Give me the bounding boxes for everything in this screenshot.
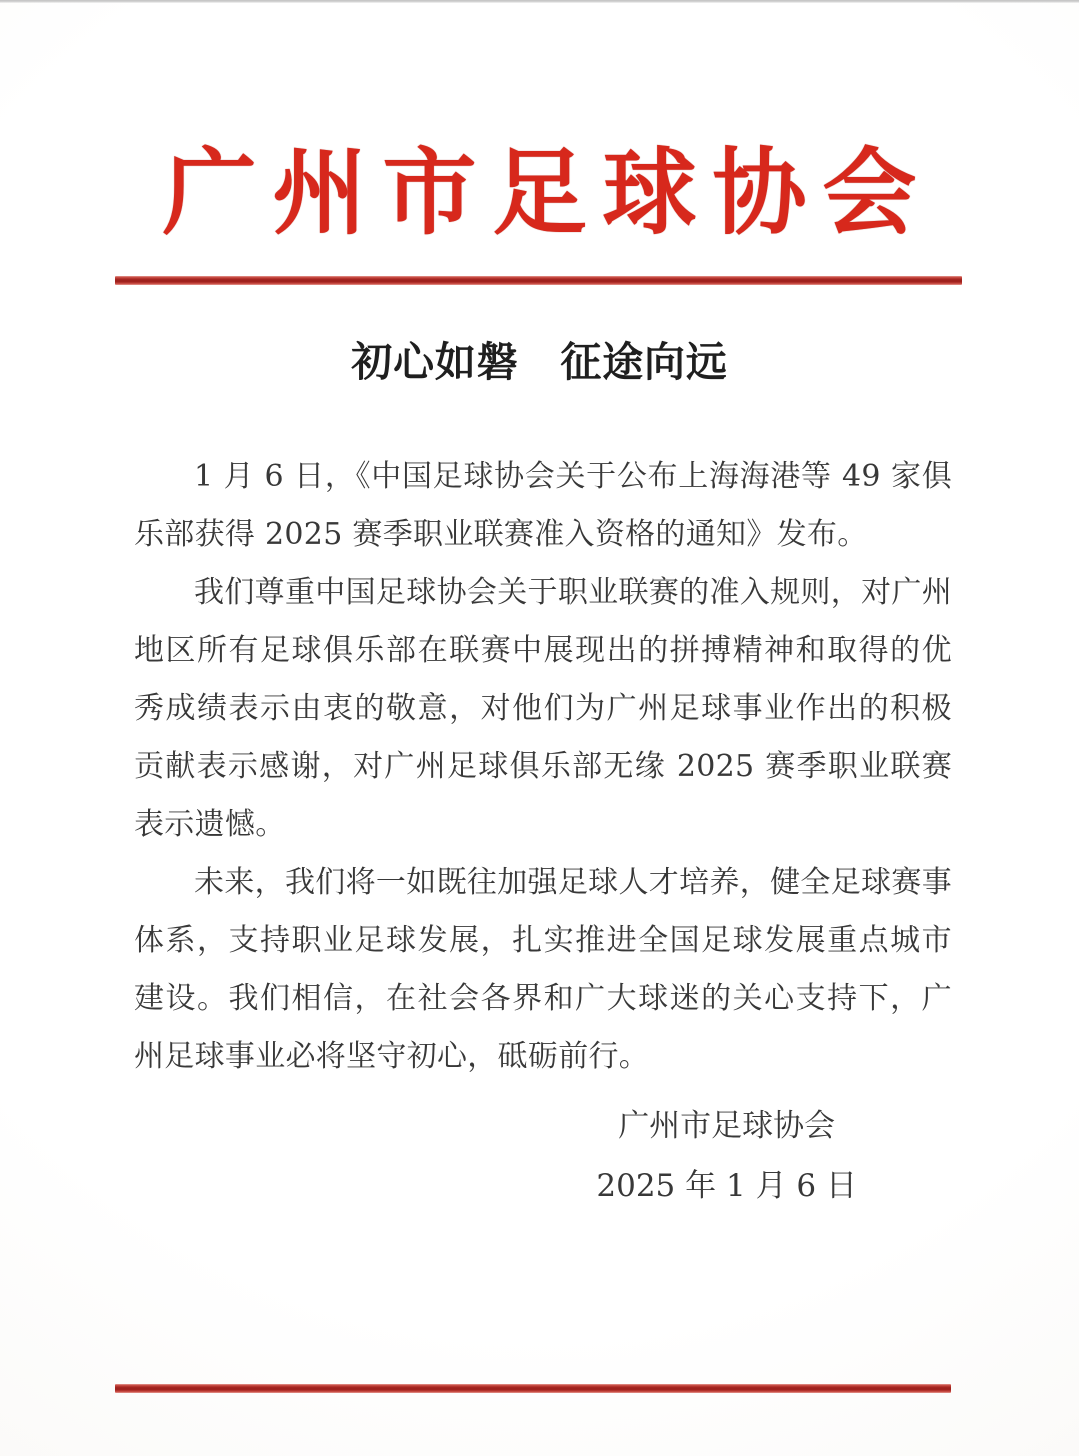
paragraph-2: 我们尊重中国足球协会关于职业联赛的准入规则，对广州地区所有足球俱乐部在联赛中展现出的拼搏精神和取得的优秀成绩表示由衷的敬意，对他们为广州足球事业作出的积极贡献表示感谢，对广州足球俱乐部无缘 2025 赛季职业联赛表示遗憾。 [134, 575, 952, 842]
header-divider-rule [115, 276, 962, 285]
paragraph-1: 1 月 6 日，《中国足球协会关于公布上海海港等 49 家俱乐部获得 2025 赛季职业联赛准入资格的通知》发布。 [134, 459, 952, 552]
signature-date: 2025 年 1 月 6 日 [596, 1168, 857, 1204]
paragraph-3: 未来，我们将一如既往加强足球人才培养，健全足球赛事体系，支持职业足球发展，扎实推进全国足球发展重点城市建设。我们相信，在社会各界和广大球迷的关心支持下，广州足球事业必将坚守初心，砥砺前行。 [134, 865, 952, 1074]
photo-top-edge [0, 0, 1079, 3]
organization-title: 广州市足球协会 [162, 138, 933, 248]
footer-divider-rule [115, 1384, 951, 1393]
document-body [134, 448, 952, 1086]
document-headline: 初心如磐 征途向远 [351, 338, 728, 386]
signature-org: 广州市足球协会 [618, 1108, 836, 1144]
signature-block [596, 1096, 857, 1216]
